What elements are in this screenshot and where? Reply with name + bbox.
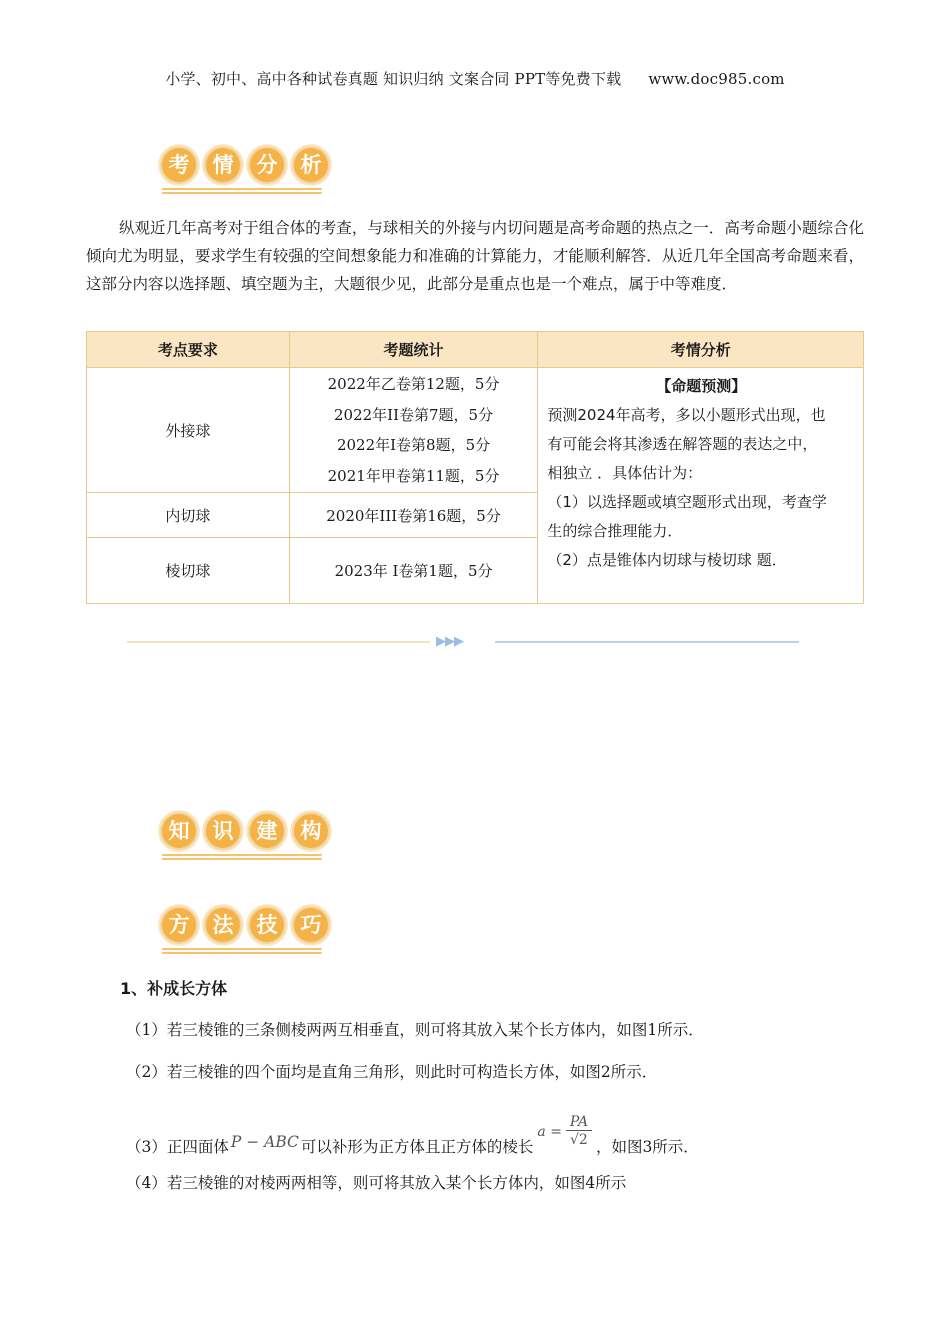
section-badge-zhishi [160,812,336,850]
item3-expr: P − ABC [230,1132,299,1151]
analysis-title: 【命题预测】 [656,377,747,395]
stats-cell: 2023年 I卷第1题，5分 [289,538,538,604]
badge-char: 知 [160,812,198,850]
badge-char: 建 [248,812,286,850]
badge-char: 法 [204,906,242,944]
analysis-cell [538,368,864,604]
item3-formula [537,1114,592,1149]
formula-lhs: a = [537,1123,562,1140]
method-item: （2）若三棱锥的四个面均是直角三角形，则此时可构造长方体，如图2所示． [126,1063,658,1081]
analysis-line: 有可能会将其渗透在解答题的表达之中， [547,435,818,453]
analysis-line: 预测2024年高考，多以小题形式出现，也 [547,406,826,424]
badge-underline [162,854,322,862]
analysis-line: （1）以选择题或填空题形式出现，考查学 [547,493,827,511]
header-cell: 考题统计 [289,332,538,368]
header-cell: 考情分析 [538,332,864,368]
method-title: 1、补成长方体 [120,979,228,998]
stat-line: 2022年II卷第7题，5分 [333,405,494,424]
exam-table [86,331,864,604]
badge-char: 考 [160,146,198,184]
stat-line: 2021年甲卷第11题，5分 [327,466,500,485]
page-header [0,68,950,89]
method-item: （1）若三棱锥的三条侧棱两两互相垂直，则可将其放入某个长方体内，如图1所示． [126,1021,704,1039]
badge-char: 巧 [292,906,330,944]
badge-char: 情 [204,146,242,184]
stat-line: 2022年乙卷第12题，5分 [327,375,500,393]
badge-char: 分 [248,146,286,184]
divider-left [127,641,430,643]
badge-char: 识 [204,812,242,850]
formula-numerator: PA [569,1114,589,1130]
header-cell: 考点要求 [87,332,290,368]
badge-char: 构 [292,812,330,850]
formula-denominator: √2 [570,1132,588,1148]
badge-char: 析 [292,146,330,184]
header-text: 小学、初中、高中各种试卷真题 知识归纳 文案合同 PPT等免费下载 [165,70,622,88]
analysis-line: 生的综合推理能力． [547,522,683,540]
badge-char: 技 [248,906,286,944]
badge-underline [162,188,322,196]
badge-underline [162,948,322,956]
stats-cell [289,368,538,493]
item3-suffix: ，如图3所示． [595,1137,699,1156]
stats-cell: 2020年III卷第16题，5分 [289,493,538,538]
point-cell: 外接球 [87,368,290,493]
item3-middle: 可以补形为正方体且正方体的棱长 [300,1137,534,1156]
item3-prefix: （3）正四面体 [126,1137,229,1156]
table-row [87,368,864,493]
section-badge-kaoqing [160,146,336,184]
analysis-line: 相独立 ．具体估计为： [547,464,703,482]
method-item-3 [126,1114,699,1163]
badge-char: 方 [160,906,198,944]
method-item: （4）若三棱锥的对棱两两相等，则可将其放入某个长方体内，如图4所示 [126,1174,627,1192]
stat-line: 2022年I卷第8题，5分 [336,436,491,454]
divider-arrows-icon: ▶▶▶ [436,634,463,649]
point-cell: 棱切球 [87,538,290,604]
formula-fraction [566,1114,592,1149]
intro-paragraph: 纵观近几年高考对于组合体的考查，与球相关的外接与内切问题是高考命题的热点之一．高考命题小题综合化倾向尤为明显，要求学生有较强的空间想象能力和准确的计算能力，才能顺利解答．从近几年全国高考命题来看，这部分内容以选择题、填空题为主，大题很少见，此部分是重点也是一个难点，属于中等难度． [86,219,864,293]
divider-right [495,641,799,643]
table-header-row [87,332,864,368]
point-cell: 内切球 [87,493,290,538]
header-url[interactable]: www.doc985.com [648,70,785,88]
section-badge-fangfa [160,906,336,944]
analysis-line: （2）点是锥体内切球与棱切球 题． [547,551,787,569]
